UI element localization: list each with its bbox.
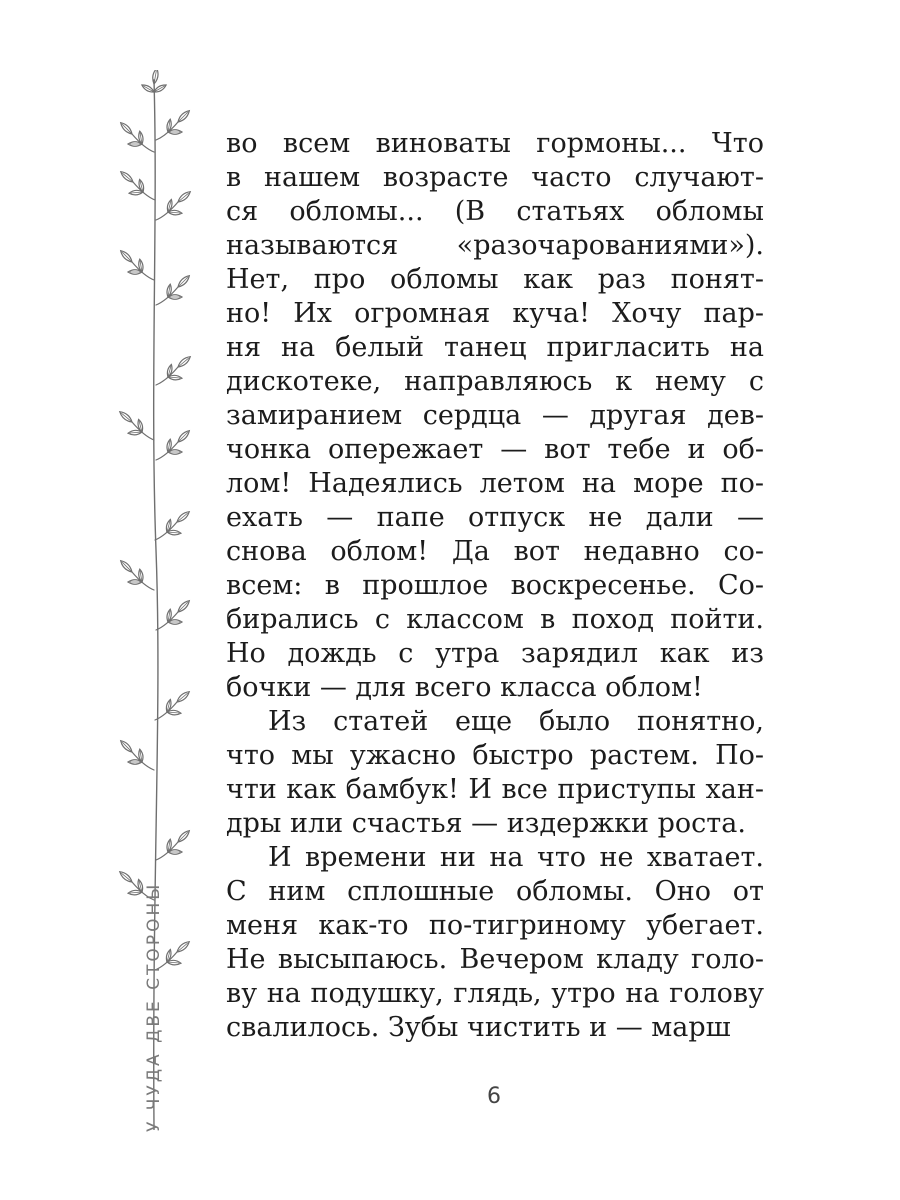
text-line: ся обломы... (В статьях обломы xyxy=(226,196,764,227)
body-text xyxy=(226,127,764,1045)
text-line: снова облом! Да вот недавно со- xyxy=(226,536,764,567)
text-line: ву на подушку, глядь, утро на голову xyxy=(226,978,764,1009)
text-line: Из статей еще было понятно, xyxy=(268,706,764,737)
text-line: во всем виноваты гормоны... Что xyxy=(226,128,764,159)
running-head: У ЧУДА ДВЕ СТОРОНЫ xyxy=(144,881,164,1132)
text-line: всем: в прошлое воскресенье. Со- xyxy=(226,570,764,601)
text-line: меня как-то по-тигриному убегает. xyxy=(226,910,764,941)
text-line: но! Их огромная куча! Хочу пар- xyxy=(226,298,764,329)
text-line: бирались с классом в поход пойти. xyxy=(226,604,764,635)
text-line: Нет, про обломы как раз понят- xyxy=(226,264,764,295)
text-line: дискотеке, направляюсь к нему с xyxy=(226,366,764,397)
text-line: чти как бамбук! И все приступы хан- xyxy=(226,774,764,805)
page-number: 6 xyxy=(487,1084,501,1109)
text-line: С ним сплошные обломы. Оно от xyxy=(226,876,764,907)
text-line: И времени ни на что не хватает. xyxy=(268,842,764,873)
text-line: ехать — папе отпуск не дали — xyxy=(226,502,764,533)
text-line: лом! Надеялись летом на море по- xyxy=(226,468,764,499)
text-line: что мы ужасно быстро растем. По- xyxy=(226,740,764,771)
text-line: называются «разочарованиями»). xyxy=(226,230,764,261)
text-line: Не высыпаюсь. Вечером кладу голо- xyxy=(226,944,764,975)
text-line: свалилось. Зубы чистить и — марш xyxy=(226,1012,731,1043)
text-line: бочки — для всего класса облом! xyxy=(226,672,703,703)
text-line: ня на белый танец пригласить на xyxy=(226,332,764,363)
text-line: Но дождь с утра зарядил как из xyxy=(226,638,764,669)
text-line: в нашем возрасте часто случают- xyxy=(226,162,764,193)
text-line: замиранием сердца — другая дев- xyxy=(226,400,764,431)
text-line: чонка опережает — вот тебе и об- xyxy=(226,434,764,465)
text-line: дры или счастья — издержки роста. xyxy=(226,808,746,839)
